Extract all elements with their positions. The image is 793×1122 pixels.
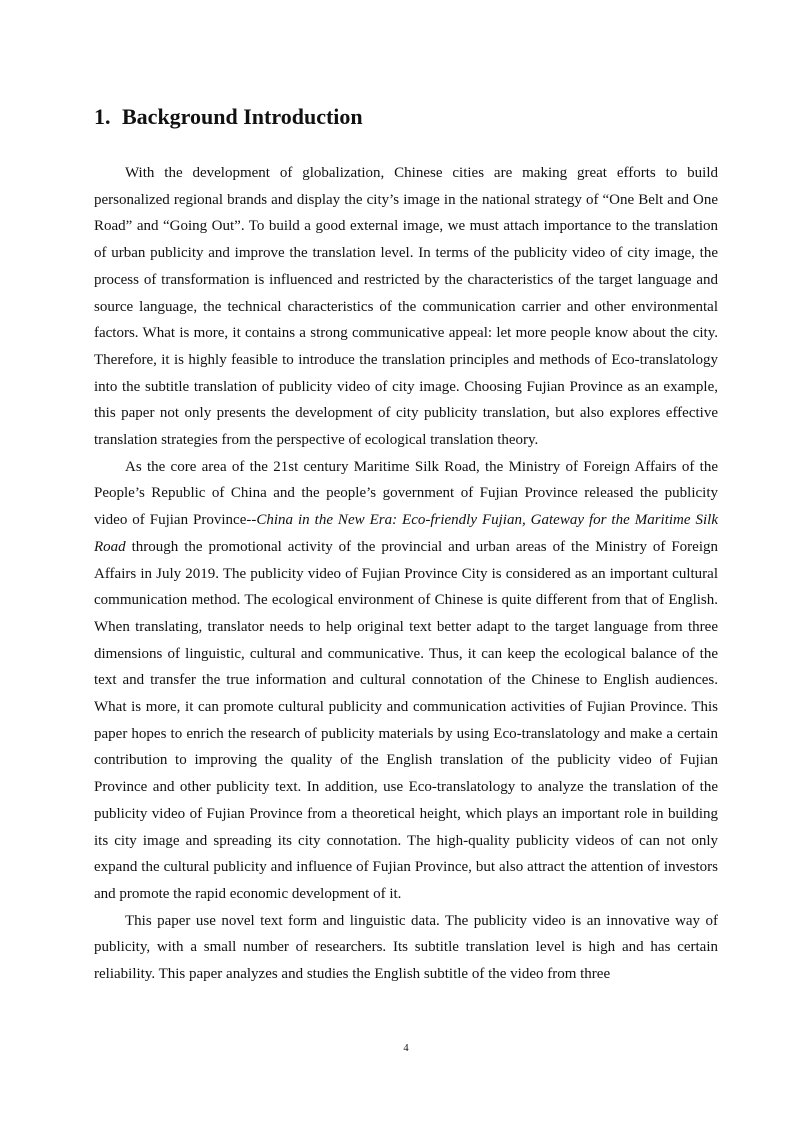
video-title-italic: China in the New Era: Eco-friendly Fujian, Gateway for the Maritime Silk Road [94, 512, 719, 555]
paragraph-globalization: With the development of globalization, Chinese cities are making great efforts to build personalized regional brands and display the city’s image in the national strategy of “One Belt and One Road” and “Going Out”. To build a good external image, we must attach importance to the translation of urban publicity and improve the translation level. In terms of the publicity video of city image, the process of transformation is influenced and restricted by the characteristics of the target language and source language, the technical characteristics of the communication carrier and other environmental factors. What is more, it contains a strong communicative appeal: let more people know about the city. Therefore, it is highly feasible to introduce the translation principles and methods of Eco-translatology into the subtitle translation of publicity video of city image. Choosing Fujian Province as an example, this paper not only presents the development of city publicity translation, but also explores effective translation strategies from the perspective of ecological translation theory. [94, 165, 718, 449]
page-number: 4 [403, 1043, 409, 1054]
paragraph-text-before-title: As the core area of the 21st century Maritime Silk Road, the Ministry of Foreign Affairs of the People’s Republic of China and the people’s government of Fujian Province released the publicity video of Fujian Province-- [94, 458, 718, 529]
section-heading [94, 102, 363, 132]
body-text [94, 160, 718, 988]
section-title: Background Introduction [122, 104, 363, 129]
paragraph-text-after-title: through the promotional activity of the provincial and urban areas of the Ministry of Foreign Affairs in July 2019. The publicity video of Fujian Province City is considered as an important cultural communication method. The ecological environment of Chinese is quite different from that of English. When translating, translator needs to help original text better adapt to the target language from three dimensions of linguistic, cultural and communicative. Thus, it can keep the ecological balance of the text and transfer the true information and cultural connotation of the Chinese to English audiences. What is more, it can promote cultural publicity and communication activities of Fujian Province. This paper hopes to enrich the research of publicity materials by using Eco-translatology and make a certain contribution to improving the quality of the English translation of the publicity video of Fujian Province and other publicity text. In addition, use Eco-translatology to analyze the translation of the publicity video of Fujian Province from a theoretical height, which plays an important role in building its city image and spreading its city connotation. The high-quality publicity videos of can not only expand the cultural publicity and influence of Fujian Province, but also attract the attention of investors and promote the rapid economic development of it. [94, 538, 718, 902]
paragraph-maritime-silk-road [94, 454, 718, 908]
section-number: 1. [94, 104, 111, 129]
paragraph-novel-text-form: This paper use novel text form and linguistic data. The publicity video is an innovative way of publicity, with a small number of researchers. Its subtitle translation level is high and has certain reliability. This paper analyzes and studies the English subtitle of the video from three [94, 912, 718, 983]
